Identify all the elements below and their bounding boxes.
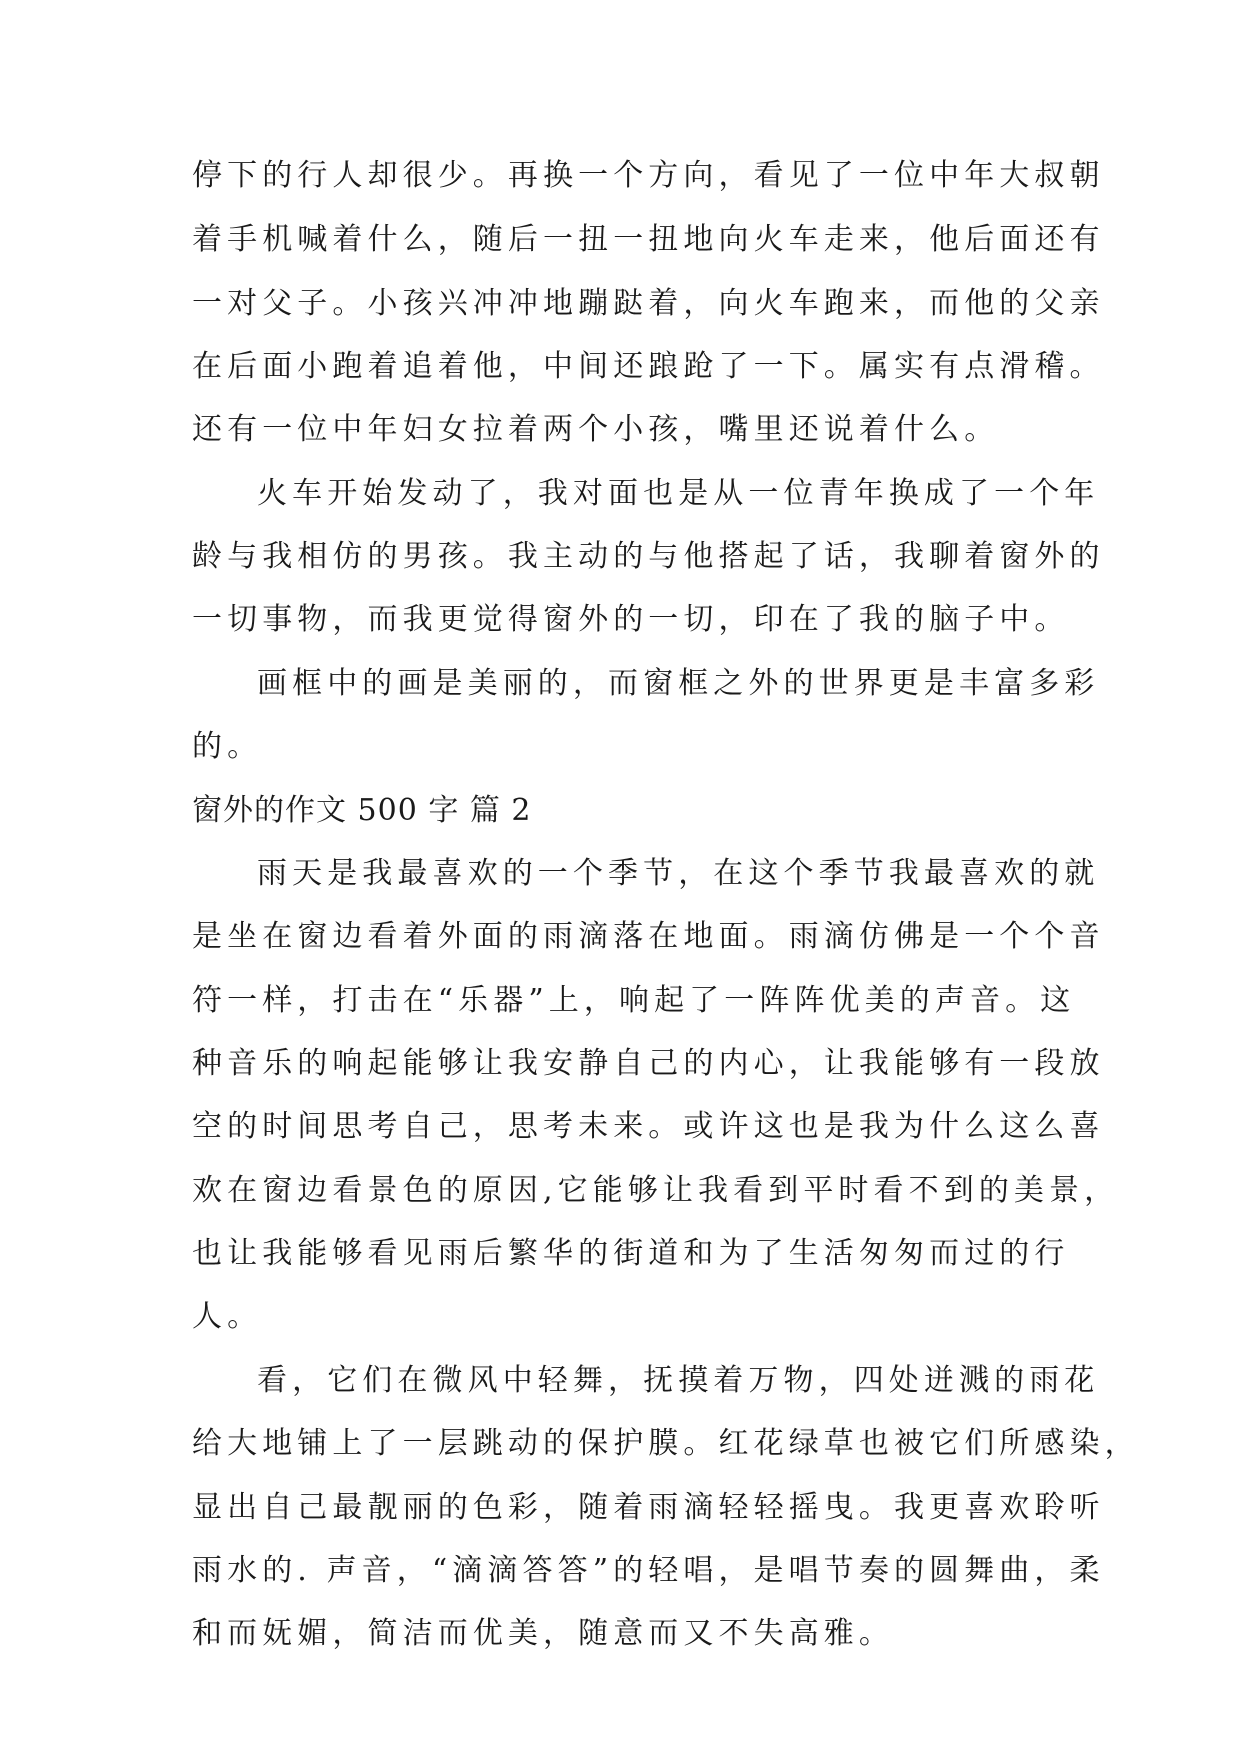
text-line: 雨水的. 声音，“滴滴答答”的轻唱，是唱节奏的圆舞曲，柔 xyxy=(192,1553,1105,1588)
text-line: 空的时间思考自己，思考未来。或许这也是我为什么这么喜 xyxy=(192,1109,1105,1144)
text-line: 还有一位中年妇女拉着两个小孩，嘴里还说着什么。 xyxy=(192,412,1000,447)
text-line: 一对父子。小孩兴冲冲地蹦跶着，向火车跑来，而他的父亲 xyxy=(192,286,1105,321)
paragraph-start-line: 看，它们在微风中轻舞，抚摸着万物，四处迸溅的雨花 xyxy=(257,1363,1100,1398)
text-line: 龄与我相仿的男孩。我主动的与他搭起了话，我聊着窗外的 xyxy=(192,539,1105,574)
text-line: 着手机喊着什么，随后一扭一扭地向火车走来，他后面还有 xyxy=(192,222,1105,257)
paragraph-start-line: 画框中的画是美丽的，而窗框之外的世界更是丰富多彩 xyxy=(257,666,1100,701)
text-line: 的。 xyxy=(192,729,263,764)
text-line: 人。 xyxy=(192,1299,263,1334)
text-line: 在后面小跑着追着他，中间还踉跄了一下。属实有点滑稽。 xyxy=(192,349,1105,384)
text-line: 一切事物，而我更觉得窗外的一切，印在了我的脑子中。 xyxy=(192,602,1070,637)
paragraph-start-line: 火车开始发动了，我对面也是从一位青年换成了一个年 xyxy=(257,476,1100,511)
section-heading: 窗外的作文 500 字 篇 2 xyxy=(192,793,532,828)
text-line: 种音乐的响起能够让我安静自己的内心，让我能够有一段放 xyxy=(192,1046,1105,1081)
text-line: 是坐在窗边看着外面的雨滴落在地面。雨滴仿佛是一个个音 xyxy=(192,919,1105,954)
text-line: 也让我能够看见雨后繁华的街道和为了生活匆匆而过的行 xyxy=(192,1236,1070,1271)
text-line: 和而妩媚，简洁而优美，随意而又不失高雅。 xyxy=(192,1616,894,1651)
paragraph-start-line: 雨天是我最喜欢的一个季节，在这个季节我最喜欢的就 xyxy=(257,856,1100,891)
text-line: 符一样，打击在“乐器”上，响起了一阵阵优美的声音。这 xyxy=(192,983,1076,1018)
text-line: 停下的行人却很少。再换一个方向，看见了一位中年大叔朝 xyxy=(192,158,1105,193)
text-line: 欢在窗边看景色的原因,它能够让我看到平时看不到的美景， xyxy=(192,1173,1120,1208)
text-line: 显出自己最靓丽的色彩，随着雨滴轻轻摇曳。我更喜欢聆听 xyxy=(192,1490,1105,1525)
text-line: 给大地铺上了一层跳动的保护膜。红花绿草也被它们所感染， xyxy=(192,1426,1140,1461)
